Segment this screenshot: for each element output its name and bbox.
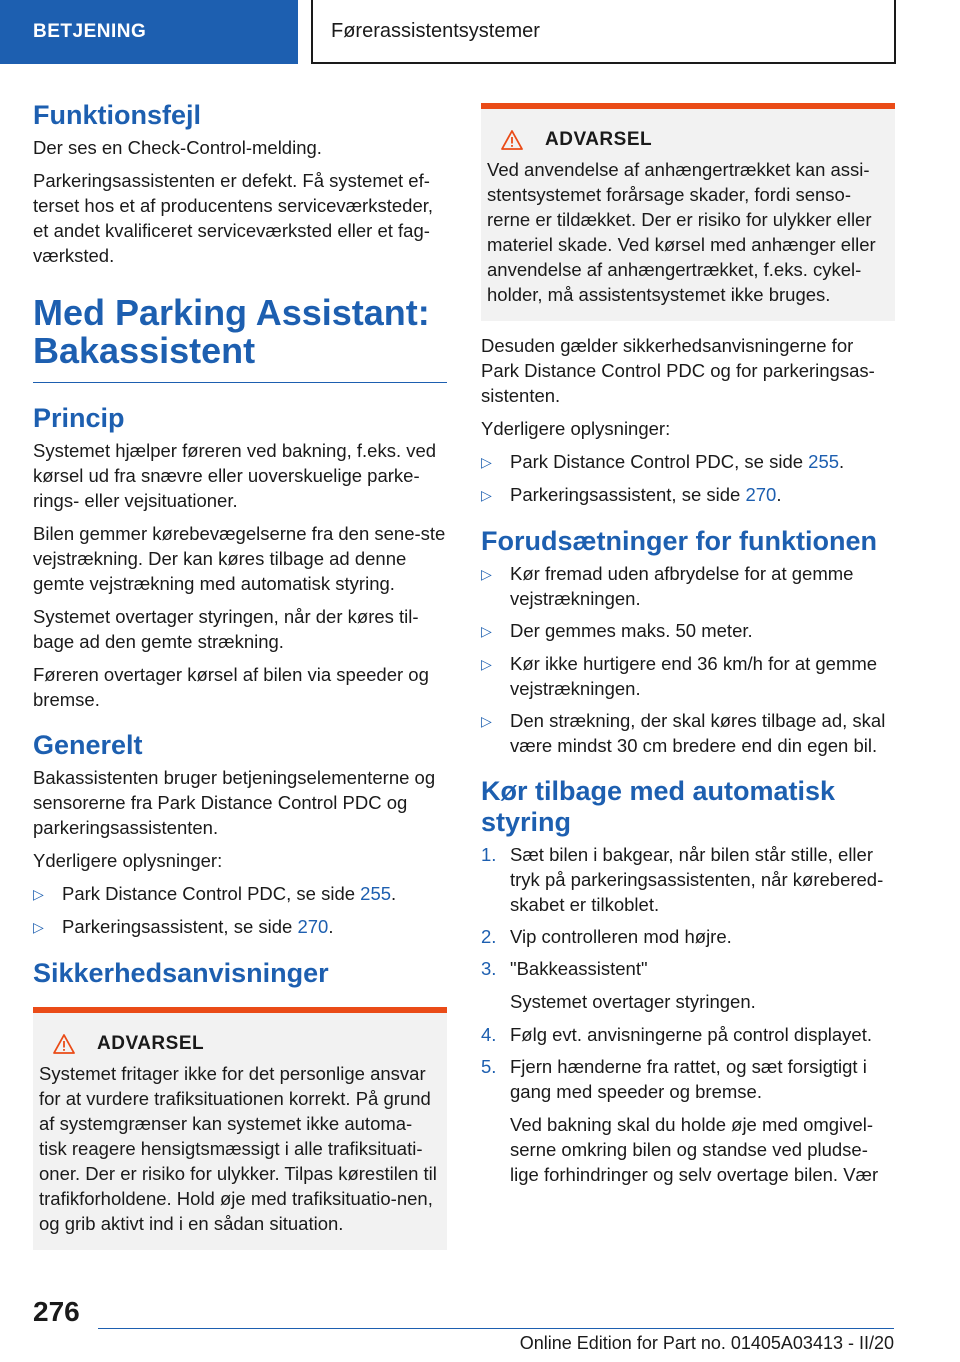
paragraph: Yderligere oplysninger: — [481, 418, 671, 439]
heading-forudsaetninger: Forudsætninger for funktionen — [481, 526, 877, 556]
step-item — [481, 842, 895, 917]
section-label: Førerassistentsystemer — [331, 19, 540, 42]
step-number: 1. — [481, 844, 497, 865]
step-text: Vip controlleren mod højre. — [510, 926, 732, 947]
step-text: "Bakkeassistent" — [510, 958, 648, 979]
triangle-bullet-icon: ▷ — [481, 487, 492, 503]
triangle-bullet-icon: ▷ — [481, 713, 492, 729]
section-header — [311, 0, 896, 64]
list-item — [481, 561, 895, 611]
main-heading: Med Parking Assistant: Bakassistent — [33, 292, 430, 371]
heading-princip: Princip — [33, 403, 125, 433]
triangle-bullet-icon: ▷ — [33, 919, 44, 935]
chapter-label: BETJENING — [33, 21, 147, 42]
warning-title — [53, 1033, 439, 1055]
list-item — [33, 914, 447, 940]
list-item — [481, 618, 895, 644]
warning-triangle-icon — [53, 1034, 75, 1054]
step-subtext: Systemet overtager styringen. — [510, 991, 756, 1012]
triangle-bullet-icon: ▷ — [481, 454, 492, 470]
list-item-text: Park Distance Control PDC, se side — [62, 883, 361, 904]
paragraph: Systemet overtager styringen, når der køres til-bage ad den gemte strækning. — [33, 606, 419, 652]
warning-box — [33, 1007, 447, 1250]
reference-list — [481, 449, 895, 508]
step-number: 5. — [481, 1056, 497, 1077]
reference-list — [33, 881, 447, 940]
paragraph: Desuden gælder sikkerhedsanvisningerne for Park Distance Control PDC og for parkeringsas-sistenten. — [481, 335, 875, 406]
list-item-text: Parkeringsassistent, se side — [510, 484, 746, 505]
chapter-tab — [0, 0, 298, 64]
list-item — [481, 482, 895, 508]
paragraph: Parkeringsassistenten er defekt. Få systemet ef-terset hos et af producentens serviceværksteder, et andet kvalificeret serviceværksted eller et fag-værksted. — [33, 170, 434, 266]
requirements-list — [481, 561, 895, 758]
step-text: Følg evt. anvisningerne på control displayet. — [510, 1024, 872, 1045]
right-column — [481, 103, 895, 1195]
heading-generelt: Generelt — [33, 730, 143, 760]
step-item — [481, 924, 895, 949]
list-item-text: Den strækning, der skal køres tilbage ad, skal være mindst 30 cm bredere end din egen bil. — [510, 710, 886, 756]
warning-box — [481, 103, 895, 321]
triangle-bullet-icon: ▷ — [33, 886, 44, 902]
step-item — [481, 1022, 895, 1047]
list-item — [33, 881, 447, 907]
triangle-bullet-icon: ▷ — [481, 623, 492, 639]
step-subtext: Ved bakning skal du holde øje med omgivel-serne omkring bilen og standse ved pludse-lige forhindringer og selv overtage bilen. Vær — [510, 1114, 879, 1185]
heading-funktionsfejl: Funktionsfejl — [33, 100, 201, 130]
triangle-bullet-icon: ▷ — [481, 656, 492, 672]
list-item-suffix: . — [391, 883, 397, 904]
heading-sikkerhed: Sikkerhedsanvisninger — [33, 958, 329, 988]
step-number: 4. — [481, 1024, 497, 1045]
page-number: 276 — [33, 1296, 80, 1327]
list-item-suffix: . — [776, 484, 782, 505]
list-item — [481, 449, 895, 475]
warning-triangle-icon — [501, 130, 523, 150]
list-item-suffix: . — [839, 451, 845, 472]
warning-label: ADVARSEL — [97, 1033, 205, 1054]
paragraph: Føreren overtager kørsel af bilen via speeder og bremse. — [33, 664, 429, 710]
step-item — [481, 1054, 895, 1104]
edition-footer: Online Edition for Part no. 01405A03413 - II/20 — [519, 1333, 894, 1353]
triangle-bullet-icon: ▷ — [481, 566, 492, 582]
page-link[interactable]: 255 — [808, 451, 840, 472]
step-item — [481, 956, 895, 981]
steps-list — [481, 842, 895, 981]
page-link[interactable]: 270 — [297, 916, 329, 937]
list-item-suffix: . — [328, 916, 334, 937]
paragraph: Der ses en Check-Control-melding. — [33, 137, 322, 158]
list-item-text: Kør ikke hurtigere end 36 km/h for at gemme vejstrækningen. — [510, 653, 878, 699]
warning-label: ADVARSEL — [545, 129, 653, 150]
footer-rule — [98, 1328, 894, 1329]
step-number: 3. — [481, 958, 497, 979]
page-link[interactable]: 255 — [360, 883, 392, 904]
paragraph: Bilen gemmer kørebevægelserne fra den sene-ste vejstrækning. Der kan køres tilbage ad denne gemte vejstrækning med automatisk styring. — [33, 523, 446, 594]
list-item-text: Der gemmes maks. 50 meter. — [510, 620, 753, 641]
warning-text: Ved anvendelse af anhængertrækket kan assi-stentsystemet forårsage skader, fordi senso-rerne er tildækket. Der er risiko for ulykker eller materiel skade. Ved kørsel med anhænger eller anvendelse af anhængertrækket, f.eks. cykel-holder, må assistentsystemet ikke bruges. — [487, 159, 876, 305]
list-item — [481, 708, 895, 758]
warning-title — [501, 129, 887, 151]
step-text: Fjern hænderne fra rattet, og sæt forsigtigt i gang med speeder og bremse. — [510, 1056, 867, 1102]
heading-koer-tilbage: Kør tilbage med automatisk styring — [481, 776, 836, 837]
list-item-text: Parkeringsassistent, se side — [62, 916, 298, 937]
left-column — [33, 100, 447, 1250]
step-number: 2. — [481, 926, 497, 947]
list-item-text: Park Distance Control PDC, se side — [510, 451, 809, 472]
page-link[interactable]: 270 — [745, 484, 777, 505]
step-text: Sæt bilen i bakgear, når bilen står stille, eller tryk på parkeringsassistenten, når kørebered-skabet er tilkoblet. — [510, 844, 884, 915]
paragraph: Bakassistenten bruger betjeningselementerne og sensorerne fra Park Distance Control PDC og parkeringsassistenten. — [33, 767, 436, 838]
warning-text: Systemet fritager ikke for det personlige ansvar for at vurdere trafiksituationen korrekt. På grund af systemgrænser kan systemet ikke automa-tisk reagere hensigtsmæssigt i alle trafiksituati-oner. Der er risiko for ulykker. Tilpas kørestilen til trafikforholdene. Hold øje med trafiksituatio-nen, og grib aktivt ind i en sådan situation. — [39, 1063, 437, 1234]
steps-list — [481, 1022, 895, 1104]
list-item-text: Kør fremad uden afbrydelse for at gemme vejstrækningen. — [510, 563, 854, 609]
paragraph: Yderligere oplysninger: — [33, 850, 223, 871]
list-item — [481, 651, 895, 701]
paragraph: Systemet hjælper føreren ved bakning, f.eks. ved kørsel ud fra snævre eller uoverskuelige parke-rings- eller vejsituationer. — [33, 440, 437, 511]
heading-rule — [33, 382, 447, 383]
